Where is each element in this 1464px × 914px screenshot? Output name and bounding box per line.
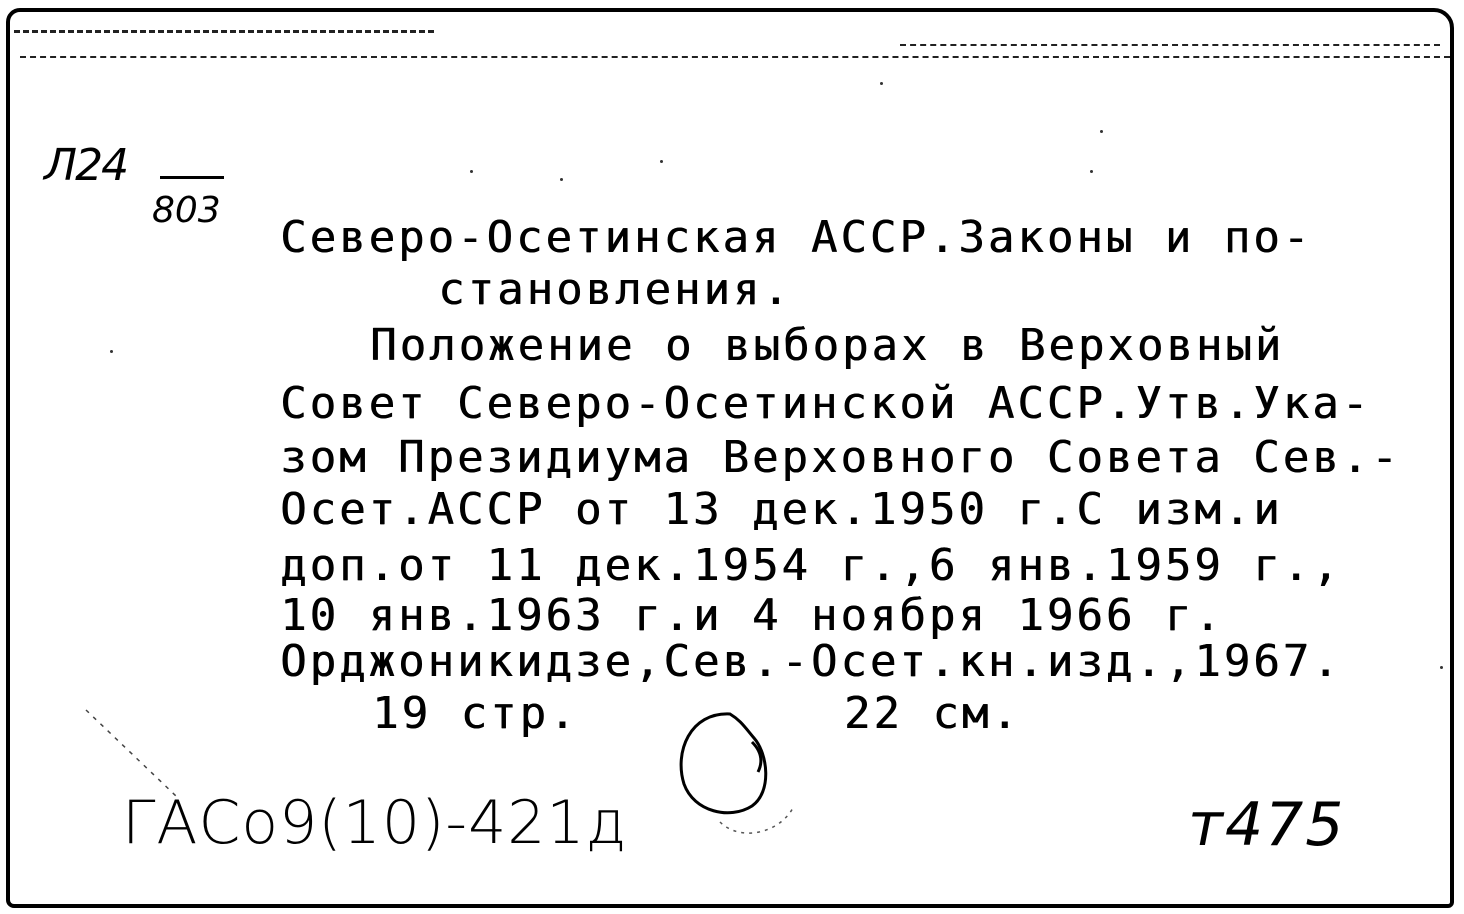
inventory-number: т475 <box>1188 790 1346 860</box>
speck <box>110 350 113 353</box>
card-line: Совет Северо-Осетинской АССР.Утв.Ука- <box>280 378 1372 429</box>
speck <box>660 160 663 163</box>
shelf-mark-bottom: 803 <box>152 190 221 231</box>
speck <box>880 82 883 85</box>
card-line: Северо-Осетинская АССР.Законы и по- <box>280 212 1313 263</box>
card-line: 19 стр. 22 см. <box>372 688 1021 739</box>
card-line: 10 янв.1963 г.и 4 ноября 1966 г. <box>280 590 1224 641</box>
speck <box>470 170 473 173</box>
top-dashed-rule <box>14 30 434 33</box>
card-line: Орджоникидзе,Сев.-Осет.кн.изд.,1967. <box>280 636 1342 687</box>
card-line: Положение о выборах в Верховный <box>370 320 1285 371</box>
card-line: доп.от 11 дек.1954 г.,6 янв.1959 г., <box>280 540 1342 591</box>
speck <box>560 178 563 181</box>
speck <box>1090 170 1093 173</box>
top-dashed-rule <box>20 56 1450 58</box>
shelf-mark-top: Л24 <box>44 140 128 191</box>
card-line: Осет.АССР от 13 дек.1950 г.С изм.и <box>280 484 1283 535</box>
card-line: становления. <box>438 264 792 315</box>
shelf-mark-divider <box>160 176 224 179</box>
top-dashed-rule <box>900 44 1440 46</box>
circle-stamp-icon <box>660 702 810 852</box>
speck <box>1100 130 1103 133</box>
speck <box>1440 666 1443 669</box>
archive-code: ГАСо9(10)-421д <box>122 788 628 858</box>
card-line: зом Президиума Верховного Совета Сев.- <box>280 432 1401 483</box>
